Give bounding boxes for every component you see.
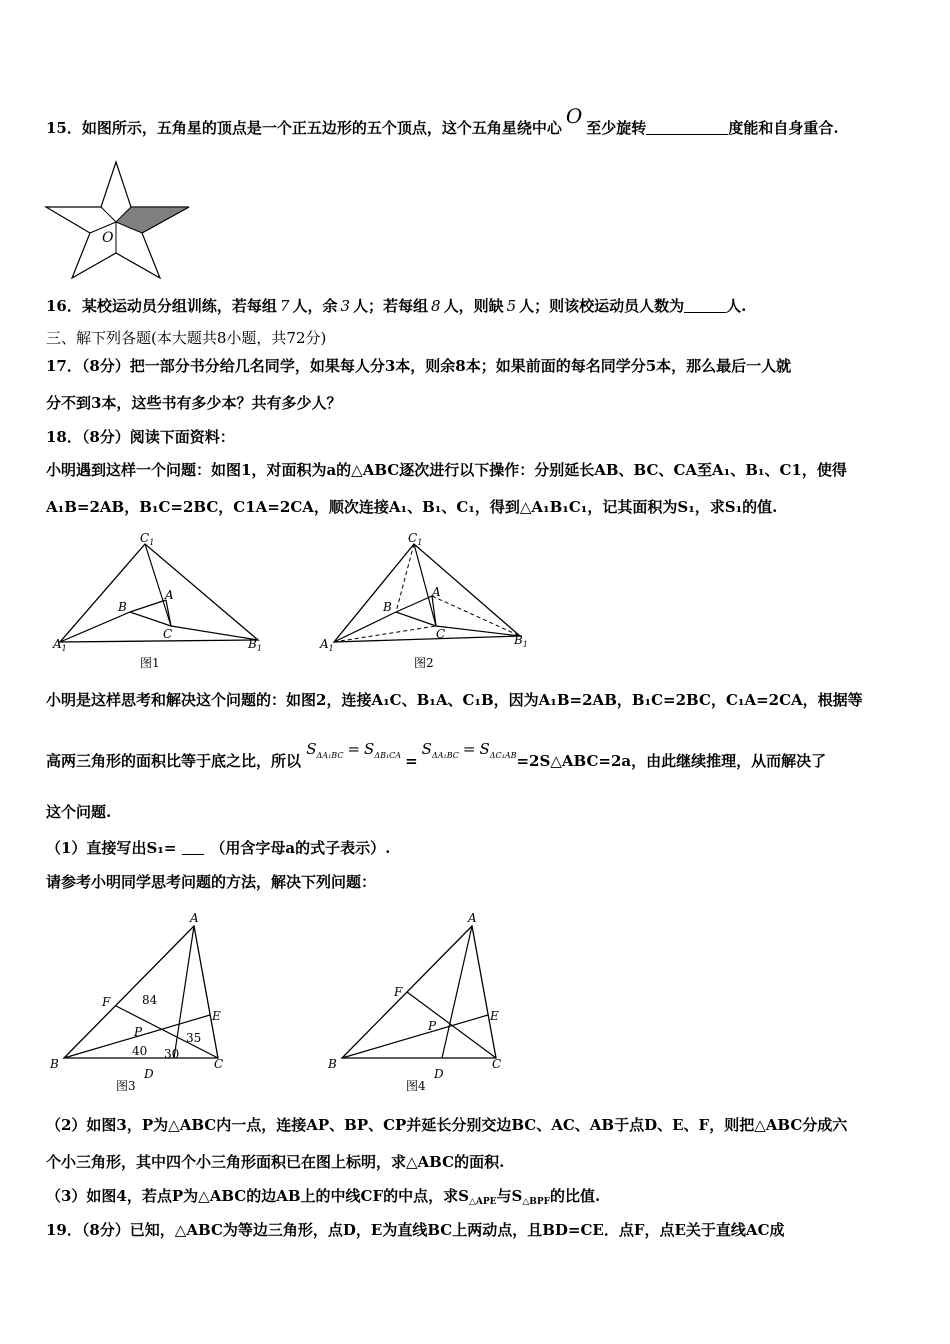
fig4-label-f: F (394, 985, 403, 999)
q18-part2-line1: （2）如图3，P为△ABC内一点，连接AP、BP、CP并延长分别交边BC、AC、AB于点D、E、F，则把△ABC分成六 (46, 1116, 848, 1134)
fig3-label-e: E (212, 1009, 221, 1023)
q18-part3-sub1: △APE (468, 1197, 497, 1207)
figure-4 (322, 908, 522, 1098)
fig2-label-a: A (432, 585, 441, 599)
fig2-caption: 图2 (414, 656, 434, 670)
fig2-extension-lines (334, 544, 436, 642)
q15-text-a: 15．如图所示，五角星的顶点是一个正五边形的五个顶点，这个五角星绕中心 (46, 119, 562, 137)
q18-part3-a: （3）如图4，若点P为△ABC的边AB上的中线CF的中点，求S (46, 1187, 469, 1205)
q19-line1: 19．（8分）已知，△ABC为等边三角形，点D，E为直线BC上两动点，且BD=CE．点F，点E关于直线AC成 (46, 1221, 785, 1239)
q18-part2-line2: 个小三角形，其中四个小三角形面积已在图上标明，求△ABC的面积. (46, 1153, 505, 1171)
q15-text-b: 至少旋转 (586, 119, 647, 137)
q17-line2: 分不到3本，这些书有多少本？共有多少人？ (46, 394, 342, 412)
q17-line1: 17．（8分）把一部分书分给几名同学，如果每人分3本，则余8本；如果前面的每名同学分5本，那么最后一人就 (46, 357, 792, 375)
fig3-label-f: F (102, 995, 111, 1009)
fig2-side-ba (396, 596, 432, 612)
star-center-label: O (102, 230, 114, 246)
fig1-label-b1: $B_1$ (248, 637, 262, 653)
q18-head: 18．（8分）阅读下面资料： (46, 428, 235, 446)
q16-text-b: 人，余 (292, 297, 338, 315)
fig4-line-ad (442, 926, 472, 1058)
fig1-label-a: A (165, 588, 174, 602)
q16-n1: 7 (279, 297, 290, 315)
fig4-line-cf (407, 992, 496, 1058)
q16-text-c: 人；若每组 (353, 297, 429, 315)
fig1-label-a1: $A_1$ (53, 637, 67, 653)
q18-ref: 请参考小明同学思考问题的方法，解决下列问题： (46, 873, 377, 891)
fig2-side-cb1 (436, 626, 520, 636)
fig3-label-a: A (190, 911, 199, 925)
q18-p1-line1: 小明遇到这样一个问题：如图1，对面积为a的△ABC逐次进行以下操作：分别延长AB、BC、CA至A₁、B₁、C1，使得 (46, 461, 847, 479)
fig4-label-e: E (490, 1009, 499, 1023)
fig3-area-3: 30 (164, 1047, 180, 1061)
fig3-label-p: P (134, 1025, 143, 1039)
q18-part3-sub2: △BPF (522, 1197, 551, 1207)
fig4-label-d: D (434, 1067, 444, 1081)
fig3-label-c: C (214, 1057, 224, 1071)
q15-line (46, 104, 839, 138)
fig3-area-0: 84 (142, 993, 158, 1007)
fig2-side-ac (432, 596, 436, 626)
q18-p2-line2-b: =2S△ABC=2a，由此继续推理，从而解决了 (516, 752, 827, 770)
fig4-label-a: A (468, 911, 477, 925)
q16-n2: 3 (340, 297, 350, 315)
q16-n4: 5 (506, 297, 517, 315)
q16-n3: 8 (431, 297, 441, 315)
fig1-label-c1: $C_1$ (140, 531, 155, 547)
figure-3 (44, 908, 244, 1098)
fig3-label-d: D (144, 1067, 154, 1081)
q16-text-a: 16．某校运动员分组训练，若每组 (46, 297, 277, 315)
fig1-caption: 图1 (140, 656, 160, 670)
fig2-label-c: C (436, 627, 446, 641)
fig1-label-c: C (163, 627, 173, 641)
fig4-label-p: P (428, 1019, 437, 1033)
fig2-label-b1: $B_1$ (514, 633, 528, 649)
figure-1 (48, 530, 278, 675)
fig2-label-a1: $A_1$ (320, 637, 334, 653)
q18-formula-part2: $S_{\Delta A_1BC} = S_{\Delta C_1AB}$ (421, 740, 517, 760)
fig3-area-1: 35 (186, 1031, 202, 1045)
fig1-outer-triangle (60, 544, 258, 642)
fig4-triangle (342, 926, 496, 1058)
q15-answer-blank[interactable] (646, 120, 728, 135)
q18-part3-c: 的比值. (550, 1187, 601, 1205)
fig1-side-ba (130, 600, 166, 612)
q18-p2-line2 (46, 740, 827, 778)
q16-text-d: 人，则缺 (443, 297, 504, 315)
q18-p2-line1: 小明是这样思考和解决这个问题的：如图2，连接A₁C、B₁A、C₁B，因为A₁B=2AB，B₁C=2BC，C₁A=2CA，根据等 (46, 691, 863, 709)
q18-part1-a: （1）直接写出S₁= (46, 839, 177, 857)
q16-text-e: 人；则该校运动员人数为 (519, 297, 685, 315)
q18-part3-b: 与S (496, 1187, 523, 1205)
q16-answer-blank[interactable] (684, 298, 726, 313)
q16-text-f: 人. (726, 297, 747, 315)
fig4-label-b: B (328, 1057, 337, 1071)
fig1-label-b: B (118, 600, 127, 614)
star-figure (44, 160, 194, 282)
fig4-label-c: C (492, 1057, 502, 1071)
fig3-label-b: B (50, 1057, 59, 1071)
fig3-area-2: 40 (132, 1044, 148, 1058)
figure-2 (316, 530, 536, 675)
q18-p2-line3: 这个问题. (46, 803, 112, 821)
q15-text-c: 度能和自身重合. (728, 119, 839, 137)
fig2-label-b: B (383, 600, 392, 614)
section3-heading: 三、解下列各题(本大题共8小题，共72分) (46, 329, 327, 347)
fig4-caption: 图4 (406, 1079, 426, 1093)
q18-formula-part1: $S_{\Delta A_1BC} = S_{\Delta B_1CA}$ (306, 740, 402, 760)
q18-part1 (46, 838, 390, 858)
fig3-caption: 图3 (116, 1079, 136, 1093)
fig2-dashed-ab1 (432, 596, 520, 636)
fig2-label-c1: $C_1$ (408, 531, 423, 547)
q18-p1-line2: A₁B=2AB，B₁C=2BC，C1A=2CA，顺次连接A₁、B₁、C₁，得到△A₁B₁C₁，记其面积为S₁，求S₁的值. (46, 498, 778, 516)
q18-formula-eq: = (405, 752, 418, 770)
q15-center-letter: O (565, 104, 583, 128)
q18-part1-blank[interactable] (182, 840, 204, 855)
fig1-extension-lines (60, 544, 171, 642)
q18-p2-line2-a: 高两三角形的面积比等于底之比，所以 (46, 752, 302, 770)
q16-line (46, 296, 746, 316)
q18-part3 (46, 1186, 600, 1212)
q18-part1-b: （用含字母a的式子表示）. (210, 839, 391, 857)
